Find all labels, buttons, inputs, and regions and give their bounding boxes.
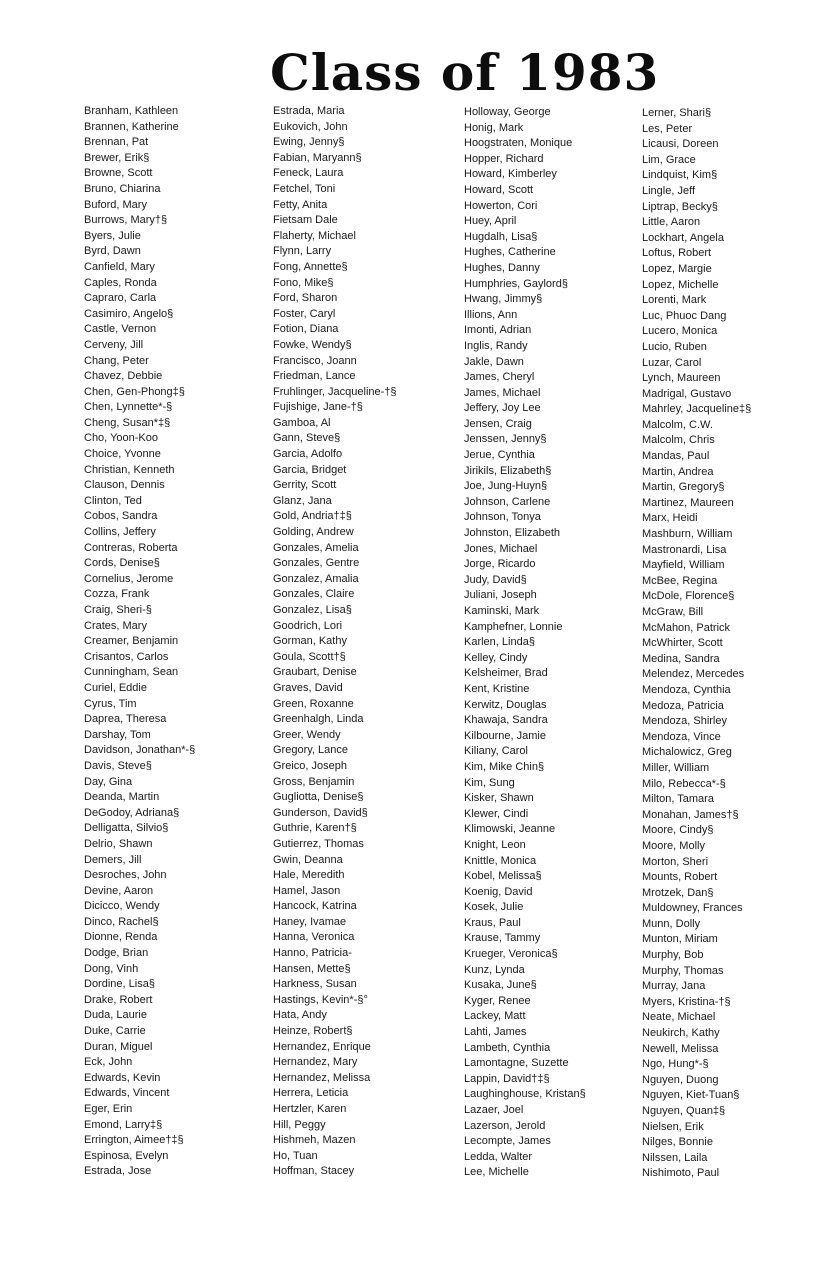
list-item: Murphy, Bob [642,949,704,962]
list-item: Imonti, Adrian [464,324,532,337]
list-item: Cornelius, Jerome [84,572,174,585]
list-item: Hoogstraten, Monique [464,137,573,150]
list-item: Eukovich, John [273,120,348,133]
list-item: McGraw, Bill [642,606,704,618]
list-item: Guthrie, Karen†§ [273,822,357,835]
list-item: Jorge, Ricardo [464,558,536,571]
list-item: Demers, Jill [84,853,142,866]
list-item: Howerton, Cori [464,199,538,212]
list-item: Errington, Aimee†‡§ [84,1134,184,1147]
list-item: Edwards, Kevin [84,1071,161,1084]
list-item: Hopper, Richard [464,152,544,165]
list-item: Hoffman, Stacey [273,1165,355,1178]
list-item: Castle, Vernon [84,323,157,336]
list-item: Burrows, Mary†§ [84,214,168,227]
list-item: Greico, Joseph [273,759,347,772]
list-item: Davis, Steve§ [84,759,152,772]
list-item: Fetchel, Toni [273,182,336,195]
list-item: Hata, Andy [273,1009,327,1022]
list-item: Curiel, Eddie [84,681,147,694]
list-item: Fono, Mike§ [273,276,334,289]
list-item: Kusaka, June§ [464,979,537,992]
list-item: Karlen, Linda§ [464,636,535,649]
list-item: Dionne, Renda [84,931,158,944]
list-item: Hale, Meredith [273,869,345,882]
name-column-2 [273,104,453,1180]
list-item: Herrera, Leticia [273,1087,349,1100]
list-item: Honig, Mark [464,121,524,134]
list-item: Michalowicz, Greg [642,746,732,759]
list-item: Kunz, Lynda [464,963,525,976]
list-item: Davidson, Jonathan*-§ [84,744,196,757]
list-item: Mahrley, Jacqueline‡§ [642,403,752,416]
list-item: Nielsen, Erik [642,1120,704,1133]
list-item: Heinze, Robert§ [273,1025,353,1038]
page-title: Class of 1983 [270,43,660,102]
list-item: Branham, Kathleen [84,105,179,117]
list-item: Kosek, Julie [464,901,524,914]
list-item: Goula, Scott†§ [273,650,346,663]
list-item: Contreras, Roberta [84,541,178,554]
list-item: Loftus, Robert [642,247,712,260]
list-item: Melendez, Mercedes [642,668,745,681]
list-item: Golding, Andrew [273,526,354,539]
list-item: Nishimoto, Paul [642,1167,720,1180]
list-item: Murphy, Thomas [642,964,724,977]
list-item: Delrio, Shawn [84,837,153,850]
list-item: Dinco, Rachel§ [84,915,159,928]
list-item: Garcia, Adolfo [273,448,343,461]
list-item: Ngo, Hung*-§ [642,1058,709,1071]
list-item: Hill, Peggy [273,1118,326,1131]
list-item: Daprea, Theresa [84,713,167,726]
list-item: Mrotzek, Dan§ [642,886,714,899]
list-item: Inglis, Randy [464,339,528,352]
list-item: Joe, Jung-Huyn§ [464,480,548,493]
list-item: Kelley, Cindy [464,651,528,664]
list-item: Hwang, Jimmy§ [464,293,543,306]
list-item: Lazerson, Jerold [464,1119,546,1132]
list-item: Gwin, Deanna [273,853,343,866]
list-item: Klewer, Cindi [464,807,529,820]
list-item: Mendoza, Shirley [642,715,727,728]
list-item: Ledda, Walter [464,1150,533,1163]
list-item: Munton, Miriam [642,933,718,946]
list-item: McDole, Florence§ [642,590,735,603]
list-item: Greenhalgh, Linda [273,713,364,726]
list-item: Green, Roxanne [273,697,354,710]
list-item: Lee, Michelle [464,1166,529,1179]
list-item: Day, Gina [84,775,133,788]
list-item: Christian, Kenneth [84,463,175,476]
list-item: Glanz, Jana [273,494,332,507]
list-item: Estrada, Jose [84,1165,152,1178]
list-item: Lazaer, Joel [464,1104,524,1116]
list-item: Koenig, David [464,885,533,898]
list-item: Hugdalh, Lisa§ [464,230,538,243]
list-item: Mashburn, William [642,528,733,541]
list-item: Capraro, Carla [84,292,157,305]
list-item: Jirikils, Elizabeth§ [464,464,552,477]
list-item: Nguyen, Kiet-Tuan§ [642,1089,740,1102]
list-item: Munn, Dolly [642,917,701,930]
list-item: Kamphefner, Lonnie [464,620,563,633]
list-item: Clauson, Dennis [84,479,165,492]
list-item: Krueger, Veronica§ [464,948,558,961]
list-item: Nguyen, Quan‡§ [642,1105,726,1117]
list-item: Espinosa, Evelyn [84,1149,169,1162]
list-item: Lopez, Margie [642,262,712,275]
list-item: Ho, Tuan [273,1149,318,1162]
list-item: Howard, Kimberley [464,168,557,181]
list-item: Luzar, Carol [642,356,702,369]
list-item: Dordine, Lisa§ [84,978,155,991]
list-item: Gold, Andria†‡§ [273,510,352,523]
list-item: Mounts, Robert [642,871,718,884]
list-item: Kaminski, Mark [464,605,540,617]
list-item: Mendoza, Vince [642,730,721,743]
list-item: Fabian, Maryann§ [273,151,362,164]
list-item: Gann, Steve§ [273,432,341,445]
list-item: Lambeth, Cynthia [464,1041,551,1054]
name-column-3 [464,105,644,1181]
list-item: Johnson, Carlene [464,495,551,508]
list-item: DeGodoy, Adriana§ [84,806,180,819]
list-item: Howard, Scott [464,183,534,196]
list-item: Choice, Yvonne [84,448,161,461]
list-item: Jones, Michael [464,542,538,555]
list-item: Lim, Grace [642,153,696,166]
list-item: Huey, April [464,215,517,228]
list-item: Graubart, Denise [273,666,357,679]
list-item: Lucio, Ruben [642,340,707,353]
list-item: Johnston, Elizabeth [464,527,561,540]
list-item: Feneck, Laura [273,167,344,180]
list-item: Craig, Sheri-§ [84,604,152,616]
list-item: Hertzler, Karen [273,1103,347,1115]
list-item: Eck, John [84,1056,133,1069]
list-item: Cunningham, Sean [84,666,179,679]
list-item: Humphries, Gaylord§ [464,277,568,290]
list-item: Lerner, Shari§ [642,107,712,119]
list-item: Lynch, Maureen [642,372,721,385]
list-item: Jensen, Craig [464,417,532,430]
list-item: Lockhart, Angela [642,231,724,244]
list-item: Harkness, Susan [273,978,357,991]
list-item: Hancock, Katrina [273,900,357,913]
list-item: Mendoza, Cynthia [642,683,731,696]
list-item: Jerue, Cynthia [464,449,535,462]
list-item: Hamel, Jason [273,884,341,897]
list-item: Hanna, Veronica [273,931,355,944]
list-item: Medina, Sandra [642,652,720,665]
list-item: Illions, Ann [464,308,518,321]
list-item: Hernandez, Enrique [273,1040,371,1053]
list-item: Cords, Denise§ [84,557,160,570]
list-item: Delligatta, Silvio§ [84,822,169,835]
list-item: Moore, Molly [642,839,705,852]
list-item: Duda, Laurie [84,1009,147,1022]
list-item: Gonzales, Gentre [273,557,360,570]
list-item: Ford, Sharon [273,292,338,305]
list-item: Flaherty, Michael [273,229,356,242]
list-item: Collins, Jeffery [84,526,156,539]
list-item: Gorman, Kathy [273,635,347,648]
list-item: Neate, Michael [642,1011,716,1024]
list-item: McWhirter, Scott [642,637,723,650]
list-item: Deanda, Martin [84,791,160,804]
list-item: Goodrich, Lori [273,619,343,632]
list-item: Knight, Leon [464,838,526,851]
list-item: Haney, Ivamae [273,915,347,928]
list-item: Eger, Erin [84,1103,133,1115]
list-item: Gerrity, Scott [273,479,337,492]
list-item: Little, Aaron [642,216,701,229]
list-item: Milo, Rebecca*-§ [642,777,726,790]
list-item: Luc, Phuoc Dang [642,309,727,322]
name-column-4 [642,106,822,1182]
list-item: Cho, Yoon-Koo [84,432,159,445]
list-item: Malcolm, C.W. [642,418,713,431]
list-item: Medoza, Patricia [642,699,724,712]
list-item: Dong, Vinh [84,962,139,975]
list-item: Graves, David [273,681,343,694]
list-item: Murray, Jana [642,980,706,993]
list-item: Gonzales, Amelia [273,541,359,554]
list-item: Francisco, Joann [273,354,357,367]
list-item: Lahti, James [464,1026,527,1039]
list-item: Devine, Aaron [84,884,154,897]
list-item: Marx, Heidi [642,512,698,525]
list-item: Ewing, Jenny§ [273,136,345,149]
list-item: Lecompte, James [464,1135,551,1148]
list-item: Fujishige, Jane-†§ [273,401,363,414]
name-column-1 [84,104,264,1180]
list-item: Johnson, Tonya [464,511,541,524]
list-item: Hansen, Mette§ [273,962,351,975]
list-item: Emond, Larry‡§ [84,1118,163,1131]
list-item: Kent, Kristine [464,682,530,695]
list-item: Jeffery, Joy Lee [464,402,541,415]
list-item: Foster, Caryl [273,307,336,320]
list-item: Duran, Miguel [84,1040,153,1053]
list-item: Mastronardi, Lisa [642,543,727,556]
list-item: Martinez, Maureen [642,496,734,509]
list-item: Dodge, Brian [84,947,149,960]
list-item: Cobos, Sandra [84,510,158,523]
list-item: Canfield, Mary [84,260,155,273]
list-item: Caples, Ronda [84,276,157,289]
list-item: Friedman, Lance [273,370,356,383]
list-item: Moore, Cindy§ [642,824,714,837]
list-item: Brewer, Erik§ [84,151,150,164]
list-item: Martin, Andrea [642,465,714,478]
list-item: Krause, Tammy [464,932,541,945]
list-item: Garcia, Bridget [273,463,347,476]
list-item: Duke, Carrie [84,1025,146,1038]
list-item: James, Michael [464,386,541,399]
list-item: Milton, Tamara [642,793,714,806]
list-item: Monahan, James†§ [642,808,739,821]
list-item: Lorenti, Mark [642,294,707,307]
list-item: Kim, Sung [464,776,515,789]
list-item: Crisantos, Carlos [84,650,169,663]
list-item: Chen, Lynnette*-§ [84,401,173,414]
list-item: Buford, Mary [84,198,147,211]
list-item: Kiliany, Carol [464,745,528,758]
list-item: Edwards, Vincent [84,1087,170,1100]
list-item: Gonzalez, Lisa§ [273,604,352,616]
list-item: Nguyen, Duong [642,1073,719,1086]
list-item: Gunderson, David§ [273,806,368,819]
list-item: Kelsheimer, Brad [464,667,548,680]
list-item: Kraus, Paul [464,916,521,929]
list-item: Les, Peter [642,122,693,135]
list-item: Browne, Scott [84,167,153,180]
list-item: Hishmeh, Mazen [273,1134,356,1147]
list-item: Drake, Robert [84,993,153,1006]
list-item: Madrigal, Gustavo [642,387,732,400]
list-item: Hughes, Danny [464,261,540,274]
list-item: Judy, David§ [464,573,527,586]
list-item: Kisker, Shawn [464,792,534,805]
list-item: Newell, Melissa [642,1042,719,1055]
list-item: Jenssen, Jenny§ [464,433,547,446]
list-item: Knittle, Monica [464,854,537,867]
list-item: Hughes, Catherine [464,246,556,259]
list-item: Kobel, Melissa§ [464,870,542,883]
list-item: Holloway, George [464,106,551,118]
list-item: Lopez, Michelle [642,278,719,291]
list-item: Nilssen, Laila [642,1151,708,1164]
list-item: Gonzalez, Amalia [273,572,359,585]
list-item: Gregory, Lance [273,744,349,757]
list-item: Fruhlinger, Jacqueline-†§ [273,385,397,398]
list-item: Creamer, Benjamin [84,635,179,648]
list-item: Bruno, Chiarina [84,182,161,195]
list-item: McBee, Regina [642,574,718,587]
list-item: Clinton, Ted [84,494,142,507]
list-item: Juliani, Joseph [464,589,537,602]
list-item: Lackey, Matt [464,1010,526,1023]
list-item: Gugliotta, Denise§ [273,791,364,804]
list-item: Cerveny, Jill [84,338,144,351]
list-item: Liptrap, Becky§ [642,200,718,213]
list-item: Licausi, Doreen [642,138,719,151]
list-item: Lingle, Jeff [642,184,696,197]
list-item: Myers, Kristina-†§ [642,995,731,1008]
list-item: Kim, Mike Chin§ [464,760,545,773]
list-item: Nilges, Bonnie [642,1136,713,1149]
list-item: Crates, Mary [84,619,147,632]
list-item: Byrd, Dawn [84,245,141,258]
list-item: Darshay, Tom [84,728,151,741]
list-item: Fetty, Anita [273,198,328,211]
list-item: Mandas, Paul [642,450,710,463]
list-item: Kerwitz, Douglas [464,698,547,711]
list-item: McMahon, Patrick [642,621,731,634]
list-item: Hastings, Kevin*-§° [273,993,368,1006]
list-item: Cheng, Susan*‡§ [84,416,171,429]
list-item: Lappin, David†‡§ [464,1072,550,1085]
list-item: Lamontagne, Suzette [464,1057,569,1070]
list-item: Fong, Annette§ [273,260,348,273]
list-item: Gamboa, Al [273,416,331,429]
list-item: Desroches, John [84,869,167,882]
list-item: Fowke, Wendy§ [273,338,352,351]
list-item: Hernandez, Mary [273,1056,358,1069]
list-item: Laughinghouse, Kristan§ [464,1088,586,1101]
list-item: Malcolm, Chris [642,434,715,447]
list-item: Martin, Gregory§ [642,481,725,494]
list-item: Brannen, Katherine [84,120,179,133]
list-item: Fietsam Dale [273,214,338,227]
list-item: Brennan, Pat [84,136,149,149]
list-item: Flynn, Larry [273,245,332,258]
list-item: James, Cheryl [464,371,535,384]
list-item: Gonzales, Claire [273,588,355,601]
list-item: Klimowski, Jeanne [464,823,556,836]
list-item: Fotion, Diana [273,323,339,336]
list-item: Hanno, Patricia- [273,947,352,960]
list-item: Miller, William [642,761,710,774]
list-item: Jakle, Dawn [464,355,524,368]
list-item: Byers, Julie [84,229,141,242]
list-item: Gutierrez, Thomas [273,837,364,850]
list-item: Kilbourne, Jamie [464,729,546,742]
list-item: Chen, Gen-Phong‡§ [84,385,185,398]
list-item: Chang, Peter [84,354,149,367]
list-item: Cozza, Frank [84,588,150,601]
list-item: Hernandez, Melissa [273,1071,371,1084]
list-item: Neukirch, Kathy [642,1027,720,1040]
list-item: Greer, Wendy [273,728,341,741]
list-item: Lindquist, Kim§ [642,169,718,182]
list-item: Estrada, Maria [273,105,345,117]
list-item: Lucero, Monica [642,325,718,338]
list-item: Kyger, Renee [464,994,531,1007]
list-item: Khawaja, Sandra [464,714,548,727]
list-item: Cyrus, Tim [84,697,137,710]
list-item: Gross, Benjamin [273,775,355,788]
list-item: Chavez, Debbie [84,370,163,383]
list-item: Dicicco, Wendy [84,900,160,913]
list-item: Mayfield, William [642,559,725,572]
list-item: Morton, Sheri [642,855,709,868]
list-item: Casimiro, Angelo§ [84,307,174,320]
list-item: Muldowney, Frances [642,902,743,915]
